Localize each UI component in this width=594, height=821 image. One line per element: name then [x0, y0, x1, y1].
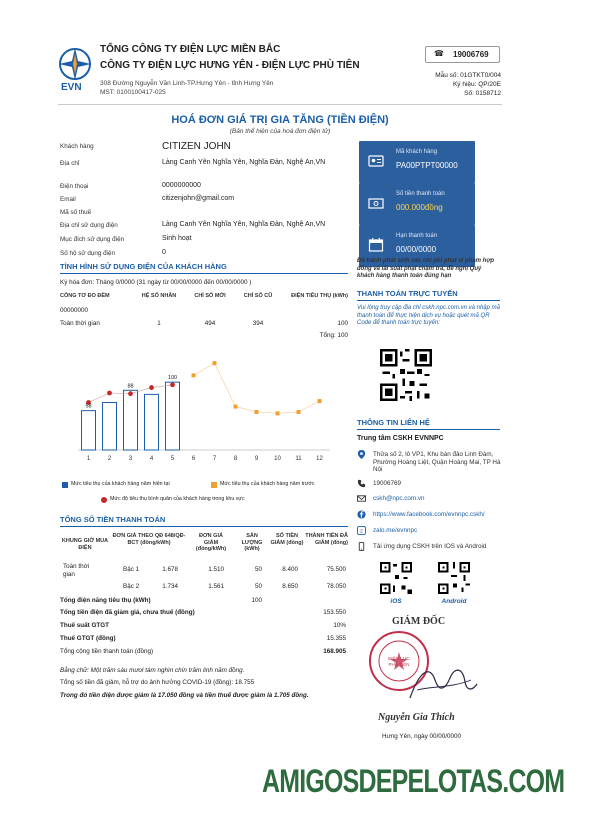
- form-number: Mẫu số: 01GTKT0/004: [435, 72, 501, 79]
- tier-2-regulated-price: 1.734: [162, 583, 178, 590]
- covid-support-note: Tổng số tiền đã giảm, hỗ trợ do ảnh hưởng COVID-19 (đồng): 18.755: [60, 679, 255, 686]
- old-reading-value: 394: [252, 320, 264, 327]
- households-label: Số hộ sử dụng điện: [60, 250, 115, 257]
- phone-icon: ☎: [434, 49, 444, 58]
- grand-total-label: Tổng cộng tiền thanh toán (đồng): [60, 648, 154, 655]
- contact-underline: [357, 429, 500, 430]
- legend-current-label: Mức tiêu thụ của khách hàng năm hiện tại: [71, 481, 170, 487]
- tax-code-label: Mã số thuế: [60, 209, 92, 216]
- contact-phone: 19006769: [373, 480, 402, 487]
- point-previous-8: [234, 405, 238, 409]
- tier-1-regulated-price: 1.678: [162, 566, 178, 573]
- company-address: 308 Đường Nguyễn Văn Linh-TP.Hưng Yên - tỉnh Hưng Yên: [100, 80, 274, 87]
- quantity-header: SẢN LƯỢNG (kWh): [241, 533, 263, 552]
- new-reading-header: CHỈ SỐ MỚI: [194, 293, 226, 299]
- ios-qr-icon: [380, 562, 412, 594]
- payment-underline: [60, 526, 348, 527]
- invoice-serial: Số: 0158712: [464, 90, 501, 97]
- phone-label: Điện thoại: [60, 183, 89, 190]
- legend-previous-label: Mức tiêu thụ của khách hàng năm trước: [220, 481, 315, 487]
- payment-period-label: Toàn thời gian: [63, 563, 90, 578]
- header-divider: [58, 104, 502, 105]
- id-card-icon: [368, 153, 384, 169]
- tier-2-reduced-price: 1.561: [208, 583, 224, 590]
- address-label: Địa chỉ: [60, 160, 80, 167]
- director-title: GIÁM ĐỐC: [392, 616, 446, 627]
- customer-name-value: CITIZEN JOHN: [162, 141, 231, 152]
- hotline-box[interactable]: [425, 46, 500, 63]
- contact-address: Thửa số 2, lô VP1, Khu bán đảo Linh Đàm, Phường Hoàng Liệt, Quận Hoàng Mai, TP Hà Nội: [373, 451, 501, 473]
- usage-address-value: Làng Canh Yên Nghĩa Yên, Nghĩa Đàn, Nghệ An,VN: [162, 221, 326, 228]
- android-label: Android: [441, 598, 467, 605]
- legend-average-swatch: [101, 497, 107, 503]
- evn-logo: [58, 44, 92, 96]
- multiplier-value: 1: [157, 320, 161, 327]
- x-tick-label-1: 1: [86, 456, 91, 462]
- meter-number: 00000000: [60, 307, 89, 314]
- point-previous-9: [255, 410, 259, 414]
- x-tick-label-3: 3: [128, 456, 133, 462]
- ios-qr-code[interactable]: [380, 562, 412, 594]
- point-average-3: [128, 391, 133, 396]
- payment-amount-card: [359, 183, 475, 225]
- tier-1-reduced-price: 1.510: [208, 566, 224, 573]
- point-previous-7: [213, 361, 217, 365]
- address-value: Làng Canh Yên Nghĩa Yên, Nghĩa Đàn, Nghệ An,VN: [162, 159, 326, 166]
- contact-app-text: Tải ứng dụng CSKH trên IOS và Android: [373, 543, 487, 550]
- late-payment-notice: Để tránh phát sinh các chi phí phạt vi phạm hợp đồng và lãi suất phạt chậm trả, đề nghị Quý khách hàng thanh toán đúng hạn: [357, 258, 495, 279]
- qr-code-icon: [380, 349, 432, 401]
- usage-underline: [60, 273, 348, 274]
- online-payment-title: THANH TOÁN TRỰC TUYẾN: [357, 289, 458, 298]
- android-qr-code[interactable]: [438, 562, 470, 594]
- tier-2-label: Bậc 2: [123, 583, 140, 590]
- bar-current-1: [82, 411, 96, 450]
- tier-1-quantity: 50: [254, 566, 262, 573]
- contact-zalo: zalo.me/evnnpc: [373, 527, 418, 534]
- x-tick-label-6: 6: [191, 456, 196, 462]
- previous-series-line: [194, 363, 320, 413]
- usage-total: Tổng: 100: [319, 332, 348, 339]
- usage-chart: [60, 345, 350, 475]
- new-reading-value: 494: [204, 320, 216, 327]
- contact-email: cskh@npc.com.vn: [373, 495, 425, 502]
- data-label-3: 88: [127, 383, 134, 390]
- watermark-text: AMIGOSDEPELOTAS.COM: [262, 763, 565, 799]
- invoice-title: HOÁ ĐƠN GIÁ TRỊ GIA TĂNG (TIỀN ĐIỆN): [171, 114, 389, 126]
- data-label-5: 100: [167, 375, 178, 382]
- online-payment-text: Vui lòng truy cập địa chỉ cskh.npc.com.vn và nhập mã thanh toán để thực hiện dịch vụ hoặc quét mã QR Code để thanh toán trực tuyến:: [357, 305, 500, 326]
- director-name: Nguyễn Gia Thích: [378, 712, 455, 723]
- svg-text:ĐIỆN LỰC: ĐIỆN LỰC: [388, 656, 410, 661]
- location-pin-icon: [357, 450, 366, 459]
- signature-date: Hưng Yên, ngày 00/00/0000: [382, 733, 462, 740]
- tier-2-discount: 8.650: [282, 583, 298, 590]
- company-name: CÔNG TY ĐIỆN LỰC HƯNG YÊN - ĐIỆN LỰC PHÙ TIÊN: [100, 60, 360, 71]
- point-average-4: [149, 385, 154, 390]
- customer-code-card: [359, 141, 475, 183]
- vat-rate-value: 10%: [333, 622, 346, 629]
- usage-purpose-label: Mục đích sử dụng điện: [60, 236, 125, 243]
- x-tick-label-5: 5: [170, 456, 175, 462]
- bar-current-5: [166, 382, 180, 450]
- vat-rate-label: Thuế suất GTGT: [60, 622, 109, 629]
- tier-2-amount: 78.050: [326, 583, 346, 590]
- contact-center: Trung tâm CSKH EVNNPC: [357, 435, 444, 442]
- company-tax-code: MST: 0100100417-025: [100, 89, 166, 96]
- grand-total-value: 168.905: [323, 648, 346, 655]
- discount-header: SỐ TIỀN GIẢM (đồng): [270, 533, 304, 546]
- x-tick-label-4: 4: [149, 456, 154, 462]
- point-average-2: [107, 391, 112, 396]
- money-icon: [368, 195, 384, 211]
- x-tick-label-9: 9: [254, 456, 259, 462]
- legend-previous-swatch: [211, 482, 217, 488]
- consumption-value: 100: [337, 320, 348, 327]
- x-tick-label-11: 11: [295, 456, 302, 462]
- phone-icon: [357, 479, 366, 488]
- point-previous-12: [318, 399, 322, 403]
- bar-current-3: [124, 390, 138, 450]
- amount-in-words: Bằng chữ: Một trăm sáu mươi tám nghìn chín trăm linh năm đồng.: [60, 667, 245, 674]
- parent-company: TỔNG CÔNG TY ĐIỆN LỰC MIỀN BẮC: [100, 44, 281, 55]
- usage-address-label: Địa chỉ sử dụng điện: [60, 222, 118, 229]
- tier-1-amount: 75.500: [326, 566, 346, 573]
- multiplier-header: HỆ SỐ NHÂN: [141, 293, 177, 299]
- x-tick-label-7: 7: [212, 456, 217, 462]
- point-previous-11: [297, 410, 301, 414]
- email-icon: [357, 494, 366, 503]
- contact-title: THÔNG TIN LIÊN HỆ: [357, 418, 430, 427]
- old-reading-header: CHỈ SỐ CŨ: [243, 293, 273, 299]
- legend-average-label: Mức độ tiêu thụ bình quân của khách hàng trong khu vực: [110, 496, 245, 502]
- usage-period-label: Toàn thời gian: [60, 320, 100, 327]
- payment-qr-code[interactable]: [380, 349, 432, 401]
- usage-title: TÌNH HÌNH SỬ DỤNG ĐIỆN CỦA KHÁCH HÀNG: [60, 262, 227, 271]
- time-slot-header: KHUNG GIỜ MUA ĐIỆN: [61, 538, 109, 551]
- meter-header: CÔNG TƠ ĐO ĐẾM: [60, 293, 110, 299]
- evn-logo-text: EVN: [61, 82, 82, 93]
- point-previous-10: [276, 411, 280, 415]
- ios-label: iOS: [390, 598, 402, 605]
- phone-value: 0000000000: [162, 182, 201, 189]
- legend-current-swatch: [62, 482, 68, 488]
- data-label-1: 58: [85, 403, 92, 410]
- svg-text:PHÙ TIÊN: PHÙ TIÊN: [388, 662, 410, 667]
- total-consumption-value: 100: [251, 597, 262, 604]
- handwritten-signature: [405, 660, 480, 708]
- bar-current-2: [103, 403, 117, 451]
- subtotal-value: 153.550: [323, 609, 346, 616]
- x-tick-label-12: 12: [316, 456, 323, 462]
- customer-code-value: PA00PTPT00000: [396, 161, 458, 170]
- covid-support-detail: Trong đó tiền điện được giảm là 17.050 đồng và tiền thuế được giảm là 1.705 đồng.: [60, 692, 309, 699]
- vat-amount-label: Thuế GTGT (đồng): [60, 635, 116, 642]
- due-date-value: 00/00/0000: [396, 245, 437, 254]
- tier-1-label: Bậc 1: [123, 566, 140, 573]
- invoice-subtitle: (Bản thể hiện của hoá đơn điện tử): [229, 128, 331, 135]
- android-qr-icon: [438, 562, 470, 594]
- tier-2-quantity: 50: [254, 583, 262, 590]
- total-consumption-label: Tổng điện năng tiêu thụ (kWh): [60, 597, 151, 604]
- due-date-label: Hạn thanh toán: [396, 233, 438, 239]
- x-tick-label-2: 2: [107, 456, 112, 462]
- x-tick-label-10: 10: [274, 456, 281, 462]
- online-payment-underline: [357, 300, 500, 301]
- subtotal-label: Tổng tiền điện đã giảm giá, chưa thuế (đồng): [60, 609, 195, 616]
- customer-code-label: Mã khách hàng: [396, 149, 438, 155]
- households-value: 0: [162, 249, 166, 256]
- zalo-icon: [357, 526, 366, 535]
- vat-amount-value: 15.355: [326, 635, 346, 642]
- payment-amount-label: Số tiền thanh toán: [396, 191, 445, 197]
- email-value: citizenjohn@gmail.com: [162, 195, 235, 202]
- consumption-header: ĐIỆN TIÊU THỤ (kWh): [291, 293, 348, 299]
- payment-title: TỔNG SỐ TIỀN THANH TOÁN: [60, 515, 166, 524]
- billing-period: Kỳ hóa đơn: Tháng 0/0000 (31 ngày từ 00/00/0000 đến 00/00/0000 ): [60, 279, 252, 286]
- amount-header: THÀNH TIỀN ĐÃ GIẢM (đồng): [305, 533, 348, 546]
- regulated-price-header: ĐƠN GIÁ THEO QĐ 648/QĐ-BCT (đồng/kWh): [112, 533, 186, 546]
- reduced-price-header: ĐƠN GIÁ GIẢM (đồng/kWh): [195, 533, 227, 552]
- invoice-symbol: Ký hiệu: QP/20E: [452, 81, 501, 88]
- calendar-icon: [368, 237, 384, 253]
- x-tick-label-8: 8: [233, 456, 238, 462]
- mobile-app-icon: [357, 542, 366, 551]
- email-label: Email: [60, 196, 76, 203]
- bar-current-4: [145, 394, 159, 450]
- facebook-icon: [357, 510, 366, 519]
- contact-facebook: https://www.facebook.com/evnnpc.cskh/: [373, 511, 485, 518]
- hotline-number: 19006769: [453, 50, 489, 59]
- svg-text:Z: Z: [360, 528, 363, 534]
- point-average-5: [170, 382, 175, 387]
- tier-1-discount: 8.400: [282, 566, 298, 573]
- point-previous-6: [192, 373, 196, 377]
- usage-purpose-value: Sinh hoạt: [162, 235, 192, 242]
- customer-name-label: Khách hàng: [60, 143, 94, 150]
- payment-amount-value: 000.000đồng: [396, 203, 443, 212]
